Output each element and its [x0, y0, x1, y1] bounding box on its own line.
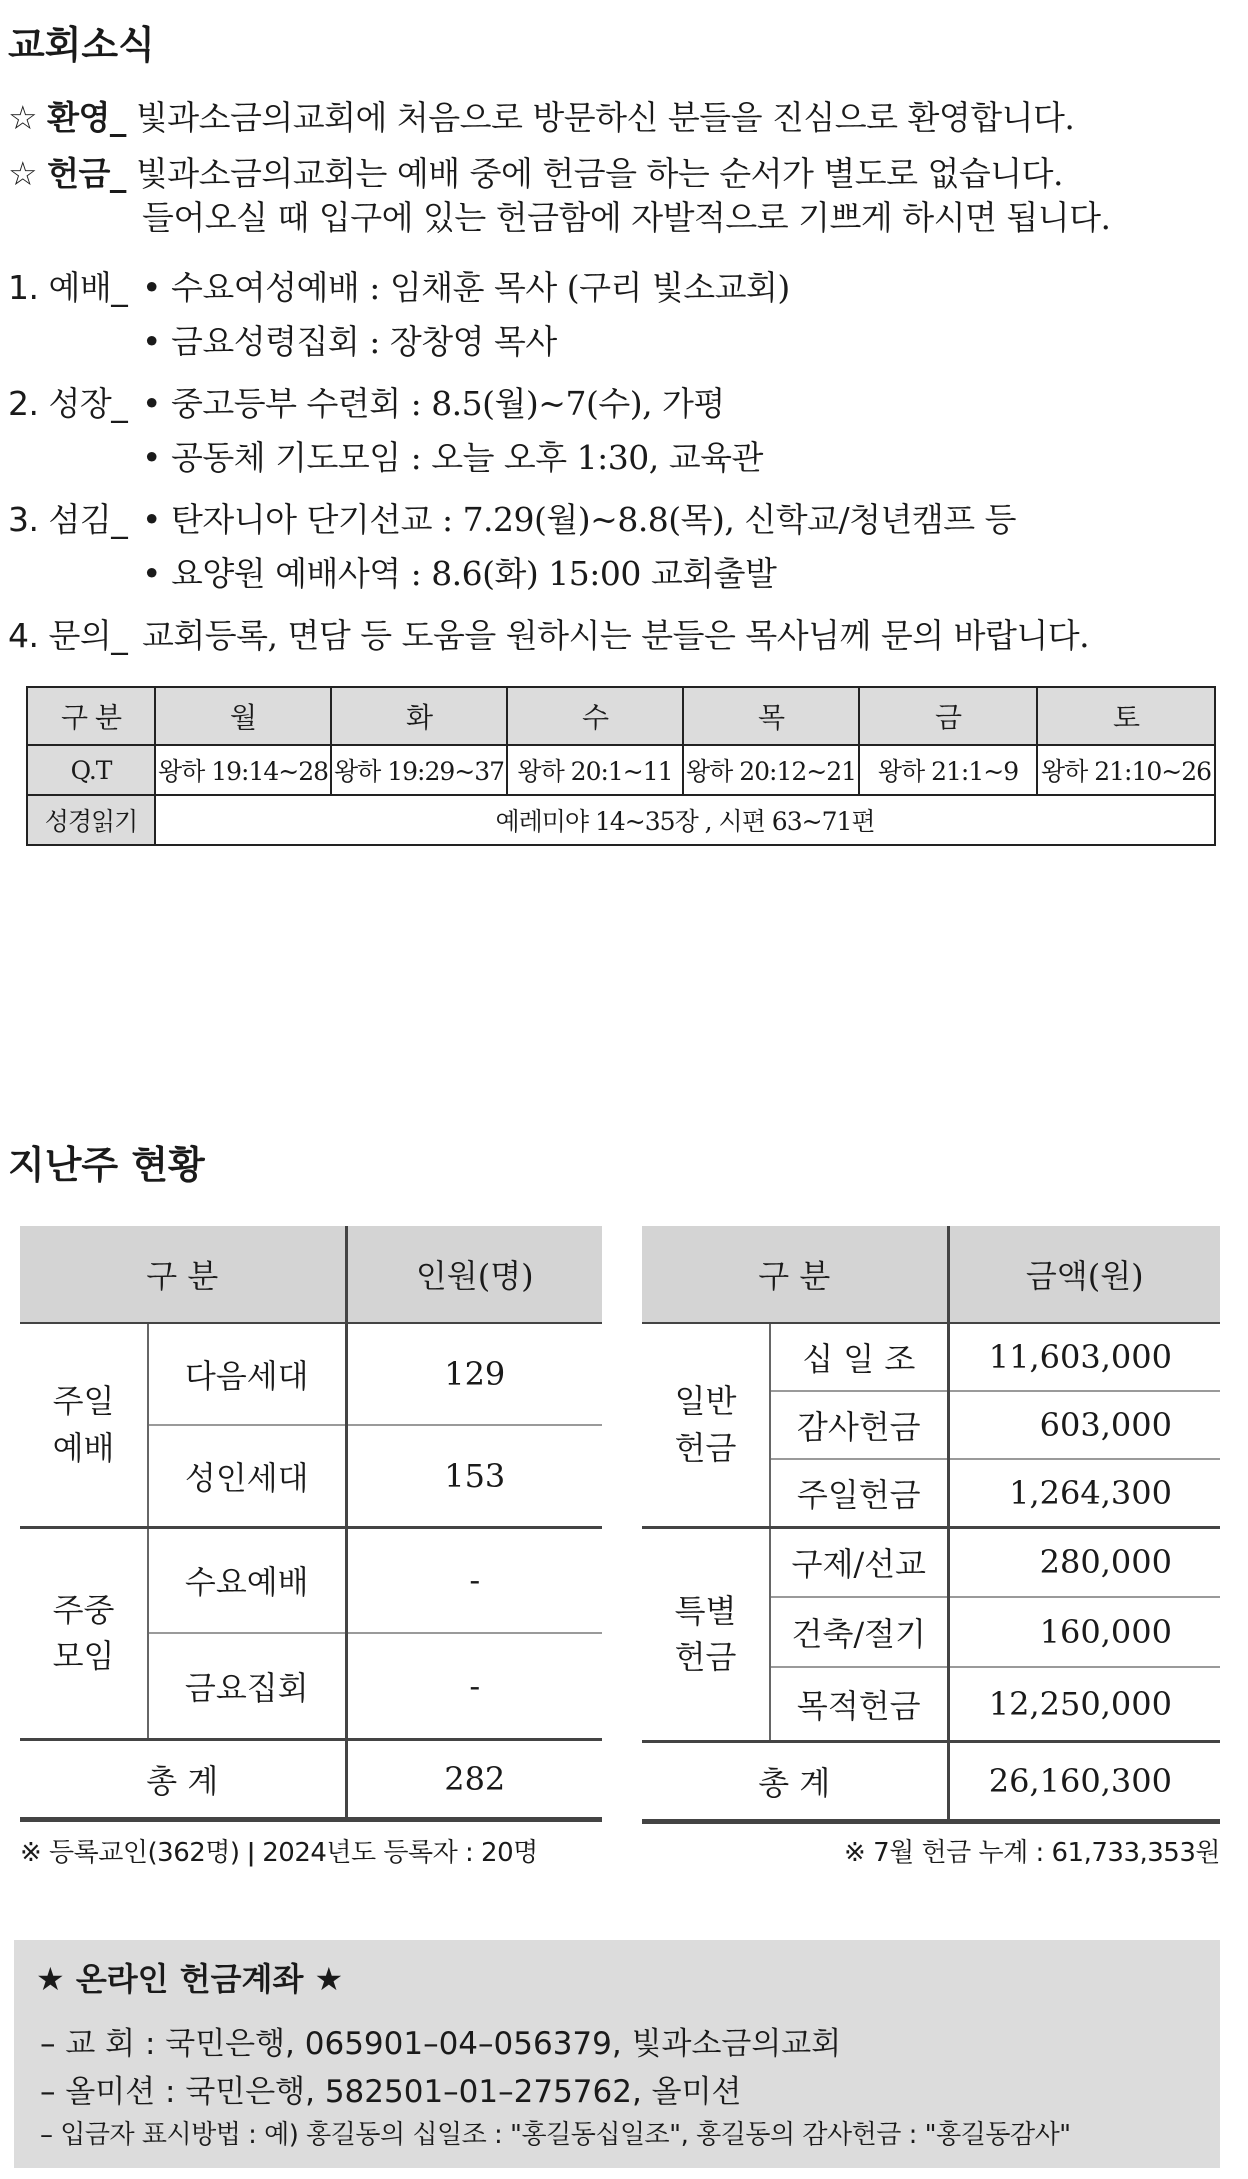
reading-plan: 예레미야 14~35장 , 시편 63~71편 — [155, 795, 1215, 845]
item-label-service: 3. 섬김_ — [8, 500, 128, 539]
offering-row-value: 603,000 — [948, 1391, 1220, 1459]
online-offering-box — [14, 1940, 1220, 2168]
schedule-header-category: 구 분 — [27, 687, 155, 745]
item-growth-line-1: • 중고등부 수련회 : 8.5(월)~7(수), 가평 — [142, 384, 725, 423]
qt-mon: 왕하 19:14~28 — [155, 745, 331, 795]
schedule-header-thu: 목 — [683, 687, 859, 745]
registration-note: ※ 등록교인(362명) ǀ 2024년도 등록자 : 20명 — [20, 1838, 538, 1868]
welcome-text: 빛과소금의교회에 처음으로 방문하신 분들을 진심으로 환영합니다. — [135, 98, 1075, 137]
online-offering-title: ★ 온라인 헌금계좌 ★ — [36, 1960, 344, 1998]
attendance-row-value: - — [346, 1633, 602, 1739]
offering-total-value: 26,160,300 — [948, 1741, 1220, 1821]
schedule-header-tue: 화 — [331, 687, 507, 745]
qt-fri: 왕하 21:1~9 — [859, 745, 1037, 795]
attendance-total-label: 총 계 — [20, 1739, 346, 1819]
offering-row-value: 1,264,300 — [948, 1459, 1220, 1527]
attendance-row-value: - — [346, 1527, 602, 1633]
reading-label: 성경읽기 — [27, 795, 155, 845]
offering-total-label: 총 계 — [642, 1741, 948, 1821]
attendance-total-value: 282 — [346, 1739, 602, 1819]
item-service-line-2: • 요양원 예배사역 : 8.6(화) 15:00 교회출발 — [142, 554, 777, 593]
offering-row-label: 감사헌금 — [770, 1391, 948, 1459]
attendance-table — [20, 1226, 602, 1822]
schedule-header-mon: 월 — [155, 687, 331, 745]
qt-sat: 왕하 21:10~26 — [1037, 745, 1215, 795]
schedule-header-sat: 토 — [1037, 687, 1215, 745]
attendance-header-count: 인원(명) — [346, 1226, 602, 1323]
welcome-line — [8, 92, 1074, 139]
section-title-news: 교회소식 — [8, 23, 155, 67]
attendance-group-weekday: 주중 모임 — [20, 1527, 148, 1739]
item-inquiry-line-1: 교회등록, 면담 등 도움을 원하시는 분들은 목사님께 문의 바랍니다. — [142, 616, 1090, 655]
offering-table — [642, 1226, 1220, 1824]
qt-tue: 왕하 19:29~37 — [331, 745, 507, 795]
schedule-header-fri: 금 — [859, 687, 1037, 745]
account-allmission: – 올미션 : 국민은행, 582501–01–275762, 올미션 — [40, 2074, 742, 2110]
item-label-growth: 2. 성장_ — [8, 384, 128, 423]
attendance-row-label: 금요집회 — [148, 1633, 346, 1739]
offering-label: 헌금_ — [47, 154, 126, 193]
attendance-group-sunday: 주일 예배 — [20, 1323, 148, 1527]
section-title-lastweek: 지난주 현황 — [8, 1143, 205, 1187]
item-label-inquiry: 4. 문의_ — [8, 616, 128, 655]
monthly-offering-note: ※ 7월 헌금 누계 : 61,733,353원 — [844, 1838, 1220, 1868]
offering-row-label: 주일헌금 — [770, 1459, 948, 1527]
qt-thu: 왕하 20:12~21 — [683, 745, 859, 795]
attendance-row-label: 수요예배 — [148, 1527, 346, 1633]
attendance-row-value: 129 — [346, 1323, 602, 1425]
offering-row-label: 십 일 조 — [770, 1323, 948, 1391]
attendance-row-value: 153 — [346, 1425, 602, 1527]
item-service-line-1: • 탄자니아 단기선교 : 7.29(월)~8.8(목), 신학교/청년캠프 등 — [142, 500, 1017, 539]
welcome-label: 환영_ — [47, 98, 126, 137]
offering-row-value: 280,000 — [948, 1527, 1220, 1597]
offering-row-label: 건축/절기 — [770, 1597, 948, 1667]
offering-text-2: 들어오실 때 입구에 있는 헌금함에 자발적으로 기쁘게 하시면 됩니다. — [142, 198, 1111, 237]
offering-header-amount: 금액(원) — [948, 1226, 1220, 1323]
offering-row-value: 11,603,000 — [948, 1323, 1220, 1391]
offering-row-value: 12,250,000 — [948, 1667, 1220, 1741]
offering-header-category: 구 분 — [642, 1226, 948, 1323]
star-icon: ☆ — [8, 98, 38, 137]
offering-row-value: 160,000 — [948, 1597, 1220, 1667]
schedule-header-wed: 수 — [507, 687, 683, 745]
offering-line — [8, 148, 1063, 195]
item-worship-line-2: • 금요성령집회 : 장창영 목사 — [142, 322, 557, 361]
qt-label: Q.T — [27, 745, 155, 795]
offering-group-general: 일반 헌금 — [642, 1323, 770, 1527]
offering-text-1: 빛과소금의교회는 예배 중에 헌금을 하는 순서가 별도로 없습니다. — [135, 154, 1063, 193]
item-worship-line-1: • 수요여성예배 : 임채훈 목사 (구리 빛소교회) — [142, 268, 790, 307]
offering-row-label: 목적헌금 — [770, 1667, 948, 1741]
star-icon: ☆ — [8, 154, 38, 193]
attendance-row-label: 성인세대 — [148, 1425, 346, 1527]
attendance-header-category: 구 분 — [20, 1226, 346, 1323]
offering-group-special: 특별 헌금 — [642, 1527, 770, 1741]
depositor-naming-guide: – 입금자 표시방법 : 예) 홍길동의 십일조 : "홍길동십일조", 홍길동의 감사헌금 : "홍길동감사" — [40, 2120, 1071, 2150]
item-growth-line-2: • 공동체 기도모임 : 오늘 오후 1:30, 교육관 — [142, 438, 763, 477]
item-label-worship: 1. 예배_ — [8, 268, 128, 307]
attendance-row-label: 다음세대 — [148, 1323, 346, 1425]
qt-wed: 왕하 20:1~11 — [507, 745, 683, 795]
offering-row-label: 구제/선교 — [770, 1527, 948, 1597]
account-church: – 교 회 : 국민은행, 065901–04–056379, 빛과소금의교회 — [40, 2026, 842, 2062]
qt-schedule-table — [26, 686, 1216, 846]
